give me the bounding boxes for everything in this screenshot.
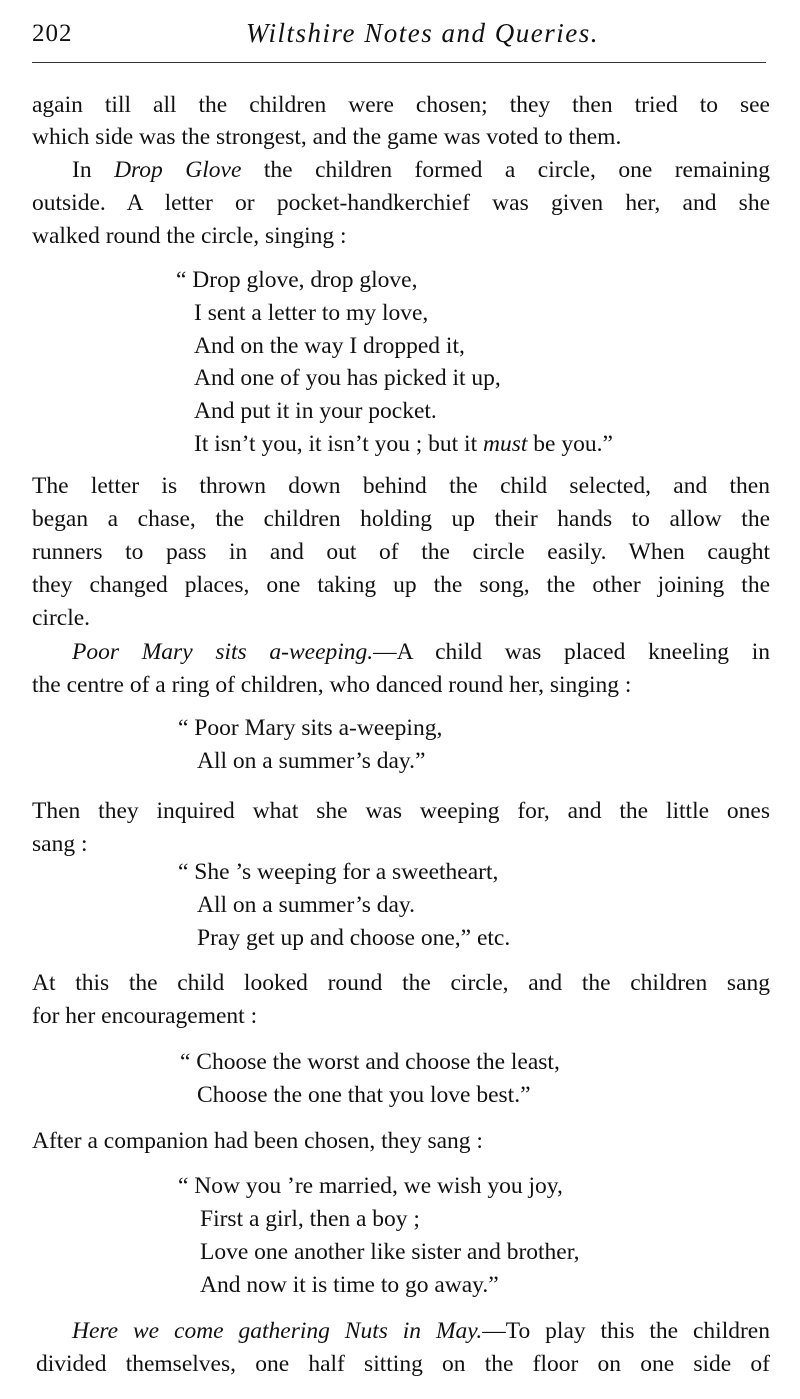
verse-line: “ Drop glove, drop glove, — [176, 267, 418, 293]
verse-line: “ Choose the worst and choose the least, — [180, 1049, 560, 1075]
running-title: Wiltshire Notes and Queries. — [246, 18, 599, 48]
verse-line: “ She ’s weeping for a sweetheart, — [178, 859, 499, 885]
text-line — [72, 1316, 770, 1346]
verse-line: Love one another like sister and brother, — [200, 1239, 580, 1265]
verse-line: And on the way I dropped it, — [194, 333, 465, 359]
game-name-poor-mary: Poor Mary sits a-weeping. — [72, 639, 374, 665]
text-line: After a companion had been chosen, they sang : — [32, 1128, 483, 1154]
text-run: —A child was placed kneeling in — [373, 639, 770, 665]
text-run: be you.” — [527, 431, 613, 457]
text-line: they changed places, one taking up the song, the other joining the — [32, 572, 770, 598]
text-line: sang : — [32, 831, 88, 857]
page-header — [30, 14, 770, 54]
game-name-drop-glove: Drop Glove — [114, 157, 242, 183]
text-line: began a chase, the children holding up their hands to allow the — [32, 506, 770, 532]
verse-line: “ Now you ’re married, we wish you joy, — [178, 1173, 563, 1199]
verse-line: First a girl, then a boy ; — [200, 1206, 420, 1232]
verse-line: Choose the one that you love best.” — [197, 1082, 531, 1108]
text-line: the centre of a ring of children, who danced round her, singing : — [32, 672, 632, 698]
verse-line: All on a summer’s day. — [197, 892, 415, 918]
header-rule — [32, 62, 766, 63]
text-line: outside. A letter or pocket-handkerchief was given her, and she — [32, 190, 770, 216]
verse-line: And one of you has picked it up, — [194, 365, 501, 391]
text-run: the children formed a circle, one remaining — [241, 157, 771, 183]
text-line: The letter is thrown down behind the child selected, and then — [32, 473, 770, 499]
verse-line: I sent a letter to my love, — [194, 300, 429, 326]
game-name-nuts-in-may: Here we come gathering Nuts in May. — [72, 1318, 483, 1344]
text-line: At this the child looked round the circle, and the children sang — [32, 970, 770, 996]
text-line: Then they inquired what she was weeping for, and the little ones — [32, 798, 770, 824]
text-run: In — [72, 157, 115, 183]
text-line: again till all the children were chosen; they then tried to see — [32, 92, 770, 118]
text-line: walked round the circle, singing : — [32, 223, 347, 249]
emphasis: must — [483, 431, 528, 457]
text-line — [72, 637, 770, 667]
text-line: for her encouragement : — [32, 1003, 258, 1029]
verse-line: “ Poor Mary sits a-weeping, — [178, 715, 443, 741]
text-line: circle. — [32, 605, 91, 631]
text-line — [72, 155, 770, 185]
text-line: divided themselves, one half sitting on the floor on one side of — [36, 1351, 770, 1377]
text-run: —To play this the children — [482, 1318, 770, 1344]
text-run: It isn’t you, it isn’t you ; but it — [194, 431, 483, 457]
text-line: runners to pass in and out of the circle easily. When caught — [32, 539, 770, 565]
verse-line: All on a summer’s day.” — [197, 748, 426, 774]
text-line: which side was the strongest, and the game was voted to them. — [32, 124, 622, 150]
verse-line: And now it is time to go away.” — [200, 1272, 499, 1298]
verse-line: Pray get up and choose one,” etc. — [197, 925, 511, 951]
verse-line: And put it in your pocket. — [194, 398, 437, 424]
page-number: 202 — [32, 20, 73, 47]
verse-line — [194, 429, 613, 459]
